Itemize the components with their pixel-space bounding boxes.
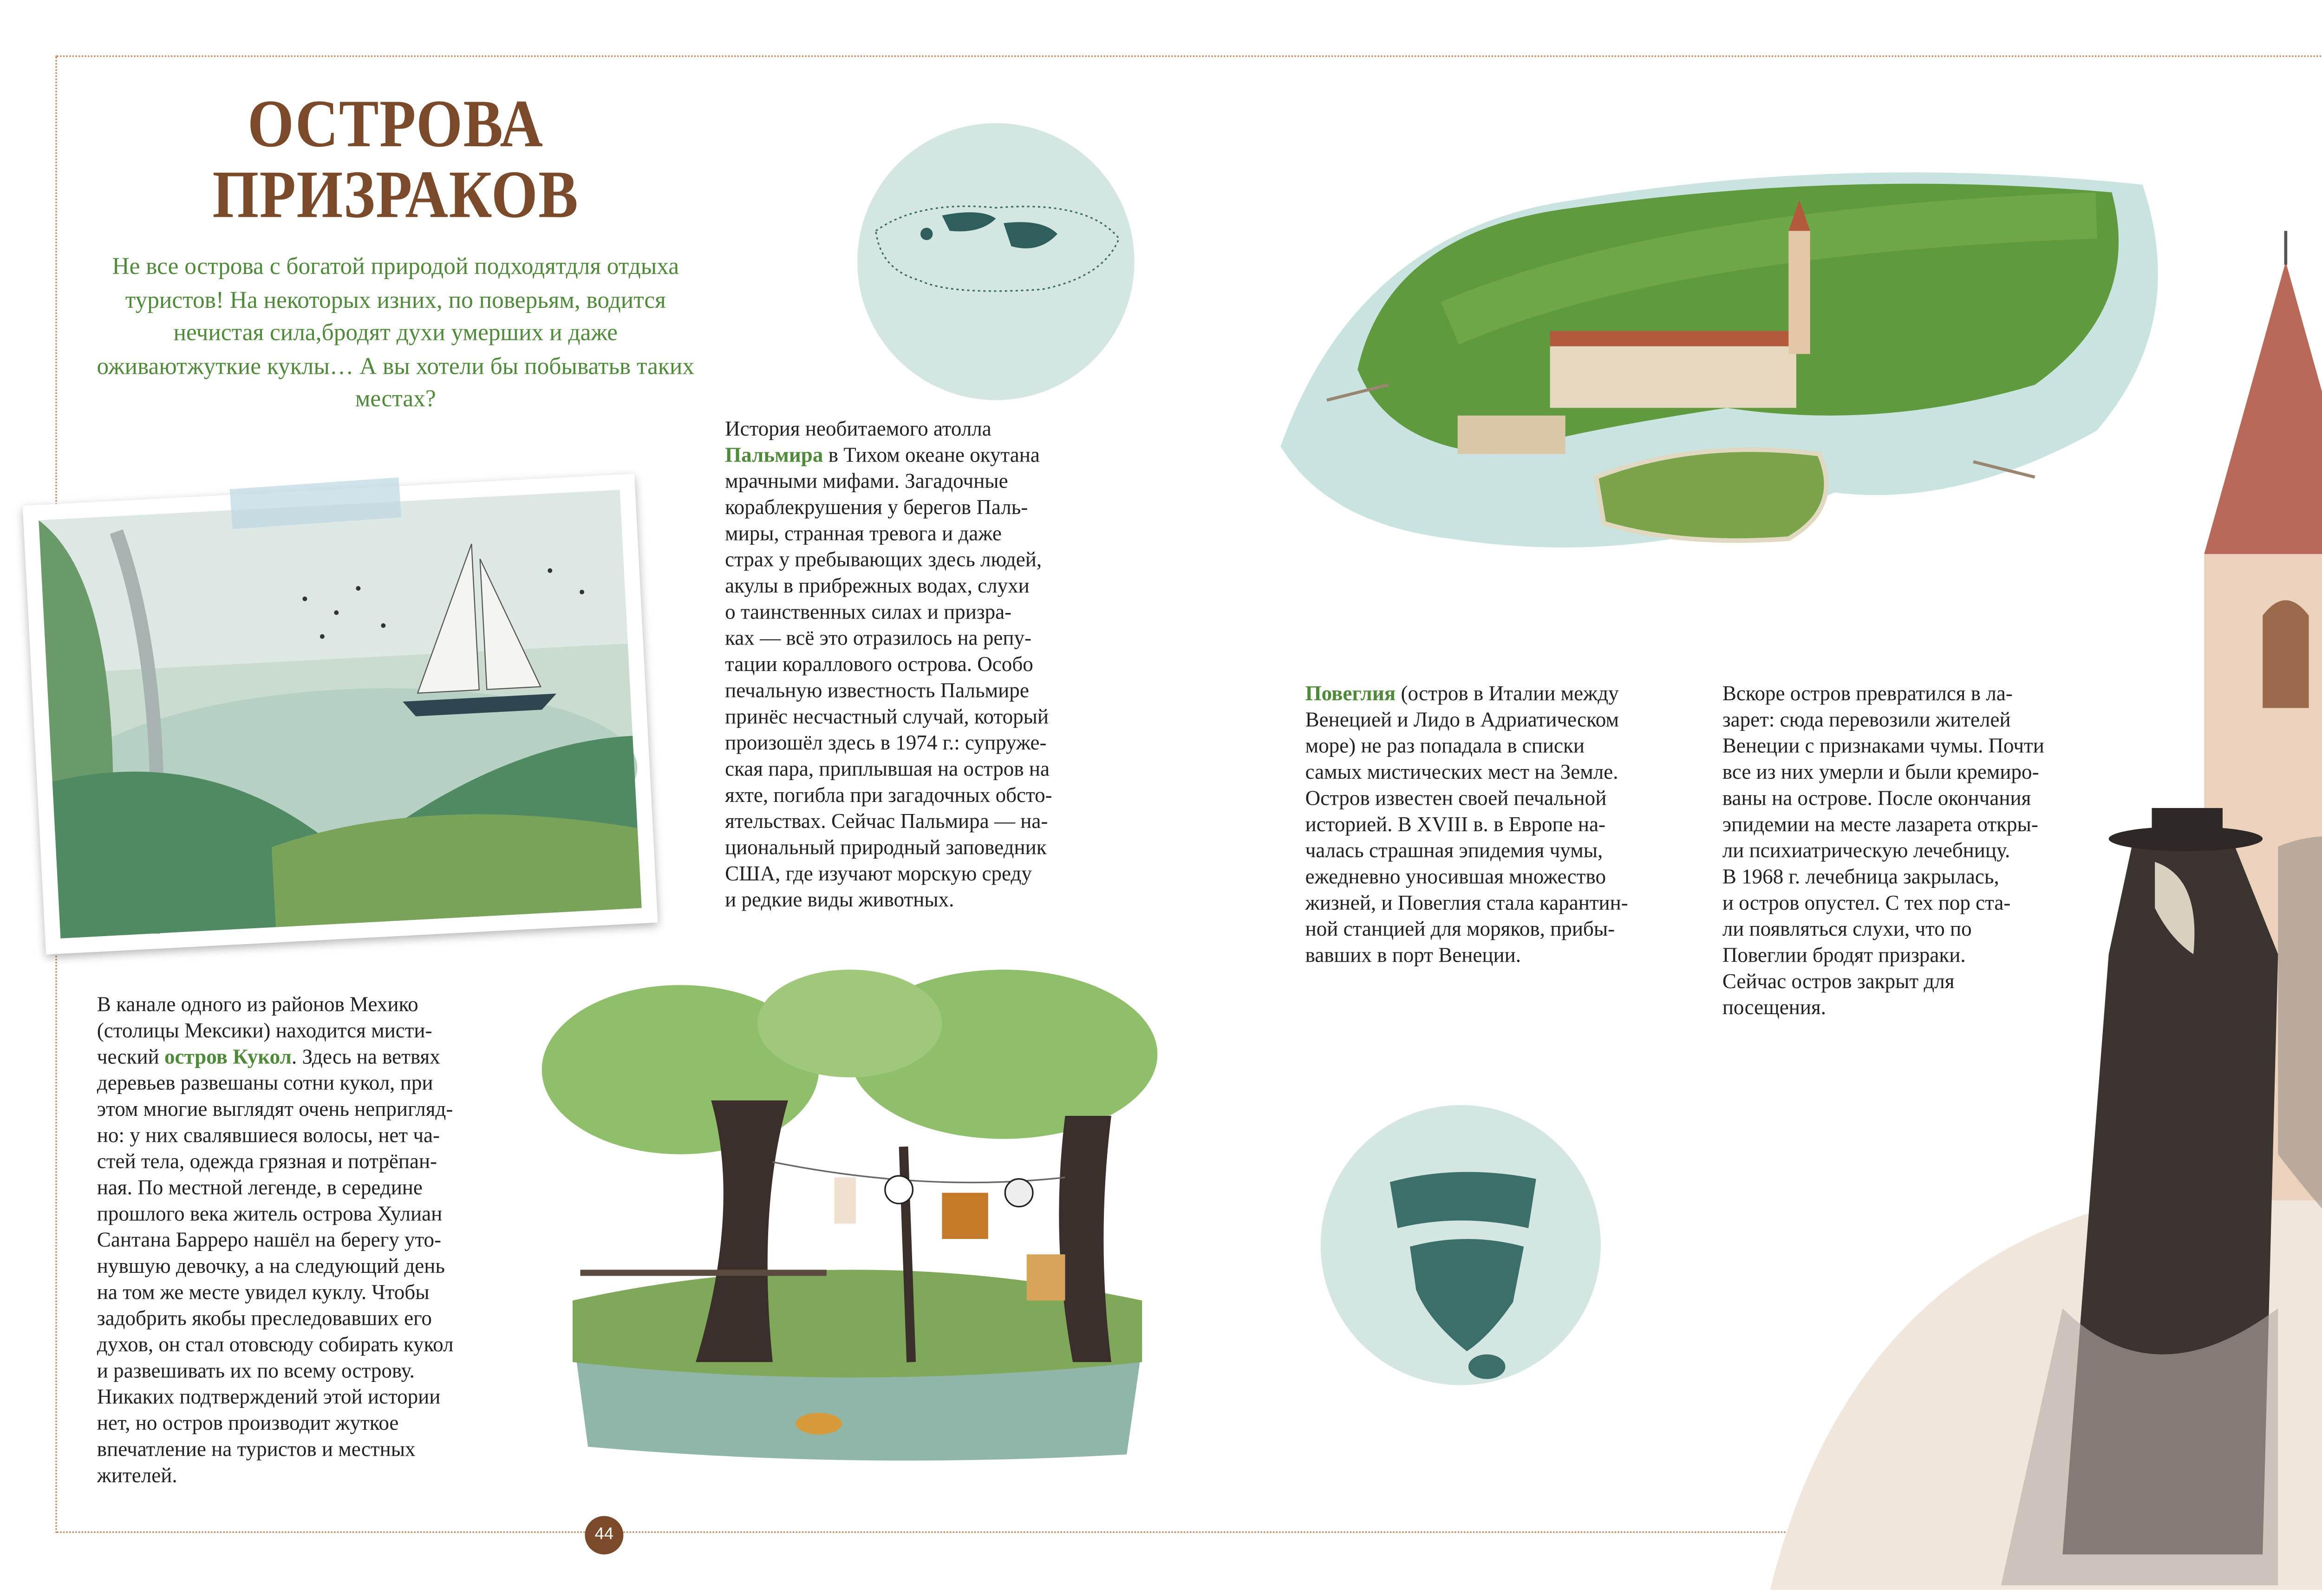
intro-text	[95, 251, 696, 417]
text-line: жизней, и Повеглия стала карантин-	[1305, 891, 1628, 914]
text-line: Не все острова с богатой природой подходят	[112, 254, 566, 280]
text-line: чалась страшная эпидемия чумы,	[1305, 839, 1603, 862]
text-line: (столицы Мексики) находится мисти-	[97, 1019, 432, 1042]
highlighted-place-name: остров Кукол	[164, 1045, 292, 1068]
text-line: впечатление на туристов и местных	[97, 1437, 416, 1461]
text-segment: . Здесь на ветвях	[291, 1045, 440, 1068]
text-line: стей тела, одежда грязная и потрёпан-	[97, 1149, 437, 1173]
highlighted-place-name: Повеглия	[1305, 682, 1396, 705]
text-line: Венеции с признаками чумы. Почти	[1722, 734, 2044, 757]
text-line: посещения.	[1722, 996, 1826, 1019]
title-line-1: ОСТРОВА	[248, 86, 544, 162]
title-line-2: ПРИЗРАКОВ	[212, 157, 579, 233]
text-segment: ческий	[97, 1045, 164, 1068]
text-line: История необитаемого атолла	[725, 417, 991, 440]
page-title	[196, 86, 595, 233]
text-line: ной станцией для моряков, прибы-	[1305, 917, 1615, 941]
text-line: духов, он стал отовсюду собирать кукол	[97, 1333, 454, 1356]
text-line: ежедневно уносившая множество	[1305, 865, 1606, 888]
text-line: В канале одного из районов Мехико	[97, 992, 418, 1016]
text-line: печальную известность Пальмире	[725, 678, 1029, 702]
text-line: Никаких подтверждений этой истории	[97, 1385, 441, 1408]
text-line: и остров опустел. С тех пор ста-	[1722, 891, 2011, 914]
text-line: тации кораллового острова. Особо	[725, 652, 1033, 676]
text-line: задобрить якобы преследовавших его	[97, 1306, 432, 1330]
text-line: яхте, погибла при загадочных обсто-	[725, 783, 1052, 807]
text-line: Венецией и Лидо в Адриатическом	[1305, 708, 1619, 731]
poveglia-island-map	[1321, 1105, 1601, 1385]
text-line: и редкие виды животных.	[725, 888, 954, 912]
text-line: страх у пребывающих здесь людей,	[725, 547, 1042, 571]
island-of-dolls-text	[97, 991, 454, 1488]
text-line: произошёл здесь в 1974 г.: супруже-	[725, 731, 1047, 755]
text-line: Повеглии бродят призраки.	[1722, 943, 1966, 967]
text-line: жуткие куклы… А вы хотели бы побывать	[187, 353, 620, 380]
text-line: зарет: сюда перевозили жителей	[1722, 708, 2011, 731]
text-line: все из них умерли и были кремиро-	[1722, 760, 2039, 784]
text-line: ная. По местной легенде, в середине	[97, 1176, 423, 1199]
text-segment: в Тихом океане окутана	[823, 443, 1040, 467]
page-number: 44	[585, 1516, 623, 1555]
text-line: историей. В XVIII в. в Европе на-	[1305, 813, 1605, 836]
text-line: кораблекрушения у берегов Паль-	[725, 495, 1028, 519]
text-line: но: у них свалявшиеся волосы, нет ча-	[97, 1123, 440, 1147]
palmyra-sailboat-illustration	[22, 474, 658, 955]
text-line: ли появляться слухи, что по	[1722, 917, 1972, 941]
palmyra-text	[725, 416, 1052, 913]
text-line: в таких местах?	[355, 353, 695, 413]
text-line: принёс несчастный случай, который	[725, 704, 1049, 728]
text-line: и развешивать их по всему острову.	[97, 1359, 415, 1382]
text-line: бродят духи умерших и даже оживают	[97, 320, 618, 380]
text-line: акулы в прибрежных водах, слухи	[725, 574, 1030, 597]
text-line: прошлого века житель острова Хулиан	[97, 1202, 443, 1225]
text-line: Сантана Барреро нашёл на берегу уто-	[97, 1228, 442, 1251]
text-line: нувшую девочку, а на следующий день	[97, 1254, 445, 1277]
text-line: эпидемии на месте лазарета откры-	[1722, 813, 2038, 836]
poveglia-text-column-1	[1305, 680, 1628, 968]
highlighted-place-name: Пальмира	[725, 443, 823, 467]
text-line: Остров известен своей печальной	[1305, 786, 1607, 810]
text-line: ках — всё это отразилось на репу-	[725, 626, 1032, 650]
text-line: вавших в порт Венеции.	[1305, 943, 1521, 967]
text-line: них, по поверьям, водится нечистая сила,	[173, 287, 666, 347]
island-of-dolls-illustration	[542, 962, 1158, 1470]
text-line: мрачными мифами. Загадочные	[725, 469, 1008, 493]
text-line: миры, странная тревога и даже	[725, 521, 1002, 545]
text-line	[1305, 680, 1628, 706]
text-line: ли психиатрическую лечебницу.	[1722, 839, 2010, 862]
text-line: для отдыха туристов! На некоторых из	[125, 254, 679, 313]
text-line: США, где изучают морскую среду	[725, 862, 1032, 885]
palmyra-atoll-map	[857, 123, 1135, 400]
text-line: ваны на острове. После окончания	[1722, 786, 2031, 810]
text-line: море) не раз попадала в списки	[1305, 734, 1585, 757]
text-line: В 1968 г. лечебница закрылась,	[1722, 865, 1999, 888]
plague-doctor-and-bell-tower-illustration	[1770, 231, 2322, 1590]
text-line	[97, 1043, 454, 1069]
text-line: деревьев развешаны сотни кукол, при	[97, 1071, 433, 1094]
text-line: ятельствах. Сейчас Пальмира — на-	[725, 809, 1048, 833]
text-line: этом многие выглядят очень непригляд-	[97, 1097, 453, 1120]
text-line: самых мистических мест на Земле.	[1305, 760, 1618, 784]
text-line: Сейчас остров закрыт для	[1722, 970, 1955, 993]
text-line: Вскоре остров превратился в ла-	[1722, 682, 2013, 705]
text-line: на том же месте увидел куклу. Чтобы	[97, 1280, 430, 1304]
text-line: жителей.	[97, 1463, 177, 1487]
text-segment: (остров в Италии между	[1396, 682, 1619, 705]
text-line: о таинственных силах и призра-	[725, 600, 1012, 624]
text-line: циональный природный заповедник	[725, 835, 1047, 859]
text-line: ская пара, приплывшая на остров на	[725, 757, 1050, 781]
text-line: нет, но остров производит жуткое	[97, 1411, 399, 1435]
text-line	[725, 442, 1052, 468]
